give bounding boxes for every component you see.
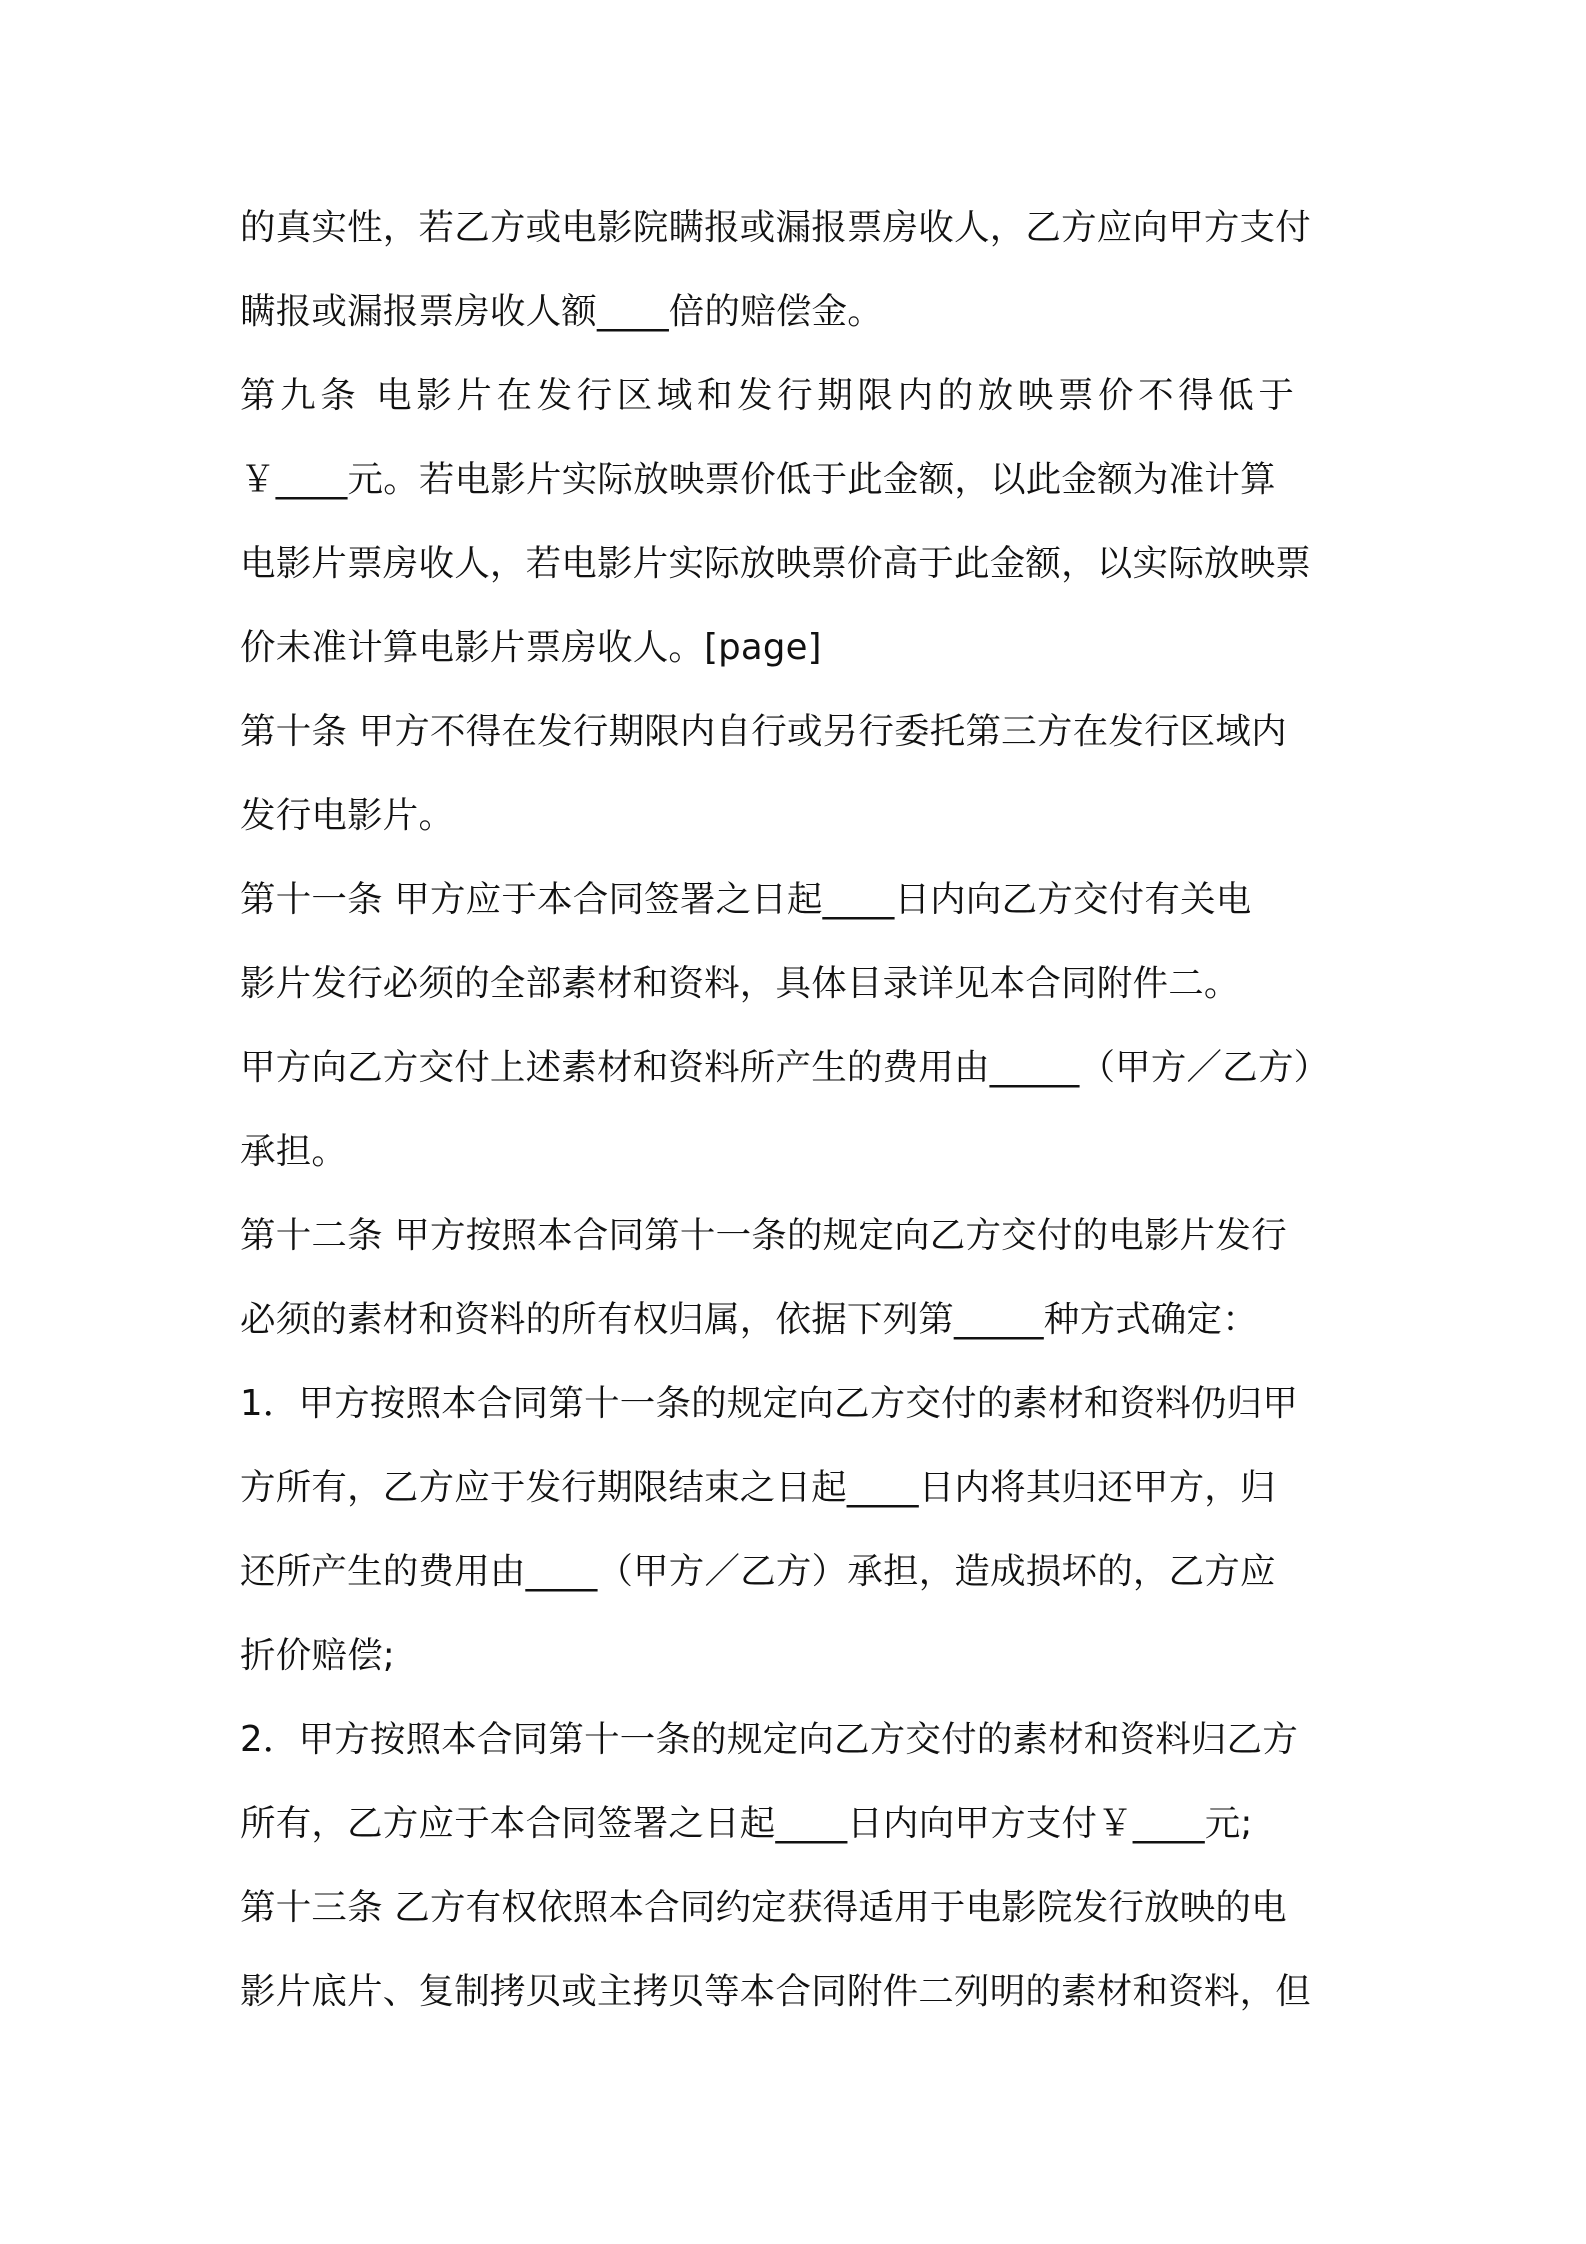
text-line: 承担。 bbox=[240, 1131, 348, 1172]
text-line: 瞒报或漏报票房收人额____倍的赔偿金。 bbox=[240, 291, 884, 332]
list-item-line: 2．甲方按照本合同第十一条的规定向乙方交付的素材和资料归乙方 bbox=[240, 1719, 1299, 1760]
text-line: 甲方向乙方交付上述素材和资料所产生的费用由_____（甲方／乙方） bbox=[240, 1047, 1330, 1088]
list-item-line: 1．甲方按照本合同第十一条的规定向乙方交付的素材和资料仍归甲 bbox=[240, 1383, 1299, 1424]
text-line: 方所有，乙方应于发行期限结束之日起____日内将其归还甲方，归 bbox=[240, 1467, 1276, 1508]
text-line: 价未准计算电影片票房收人。[page] bbox=[240, 627, 822, 668]
article-heading-line: 第十二条 甲方按照本合同第十一条的规定向乙方交付的电影片发行 bbox=[240, 1215, 1287, 1256]
article-heading-line: 第十三条 乙方有权依照本合同约定获得适用于电影院发行放映的电 bbox=[240, 1887, 1287, 1928]
text-line: 所有，乙方应于本合同签署之日起____日内向甲方支付￥____元; bbox=[240, 1803, 1253, 1844]
text-line: 必须的素材和资料的所有权归属，依据下列第_____种方式确定： bbox=[240, 1299, 1258, 1340]
text-line: 发行电影片。 bbox=[240, 795, 455, 836]
text-line: 折价赔偿; bbox=[240, 1635, 395, 1676]
text-line: 的真实性，若乙方或电影院瞒报或漏报票房收人，乙方应向甲方支付 bbox=[240, 207, 1312, 248]
text-line: 影片底片、复制拷贝或主拷贝等本合同附件二列明的素材和资料，但 bbox=[240, 1971, 1312, 2012]
text-line: ￥____元。若电影片实际放映票价低于此金额，以此金额为准计算 bbox=[240, 459, 1276, 500]
article-heading-line: 第十条 甲方不得在发行期限内自行或另行委托第三方在发行区域内 bbox=[240, 711, 1287, 752]
text-line: 还所产生的费用由____（甲方／乙方）承担，造成损坏的，乙方应 bbox=[240, 1551, 1276, 1592]
text-line: 电影片票房收人，若电影片实际放映票价高于此金额，以实际放映票 bbox=[240, 543, 1312, 584]
article-heading-line: 第九条 电影片在发行区域和发行期限内的放映票价不得低于 bbox=[240, 375, 1299, 416]
article-heading-line: 第十一条 甲方应于本合同签署之日起____日内向乙方交付有关电 bbox=[240, 879, 1252, 920]
text-line: 影片发行必须的全部素材和资料，具体目录详见本合同附件二。 bbox=[240, 963, 1240, 1004]
